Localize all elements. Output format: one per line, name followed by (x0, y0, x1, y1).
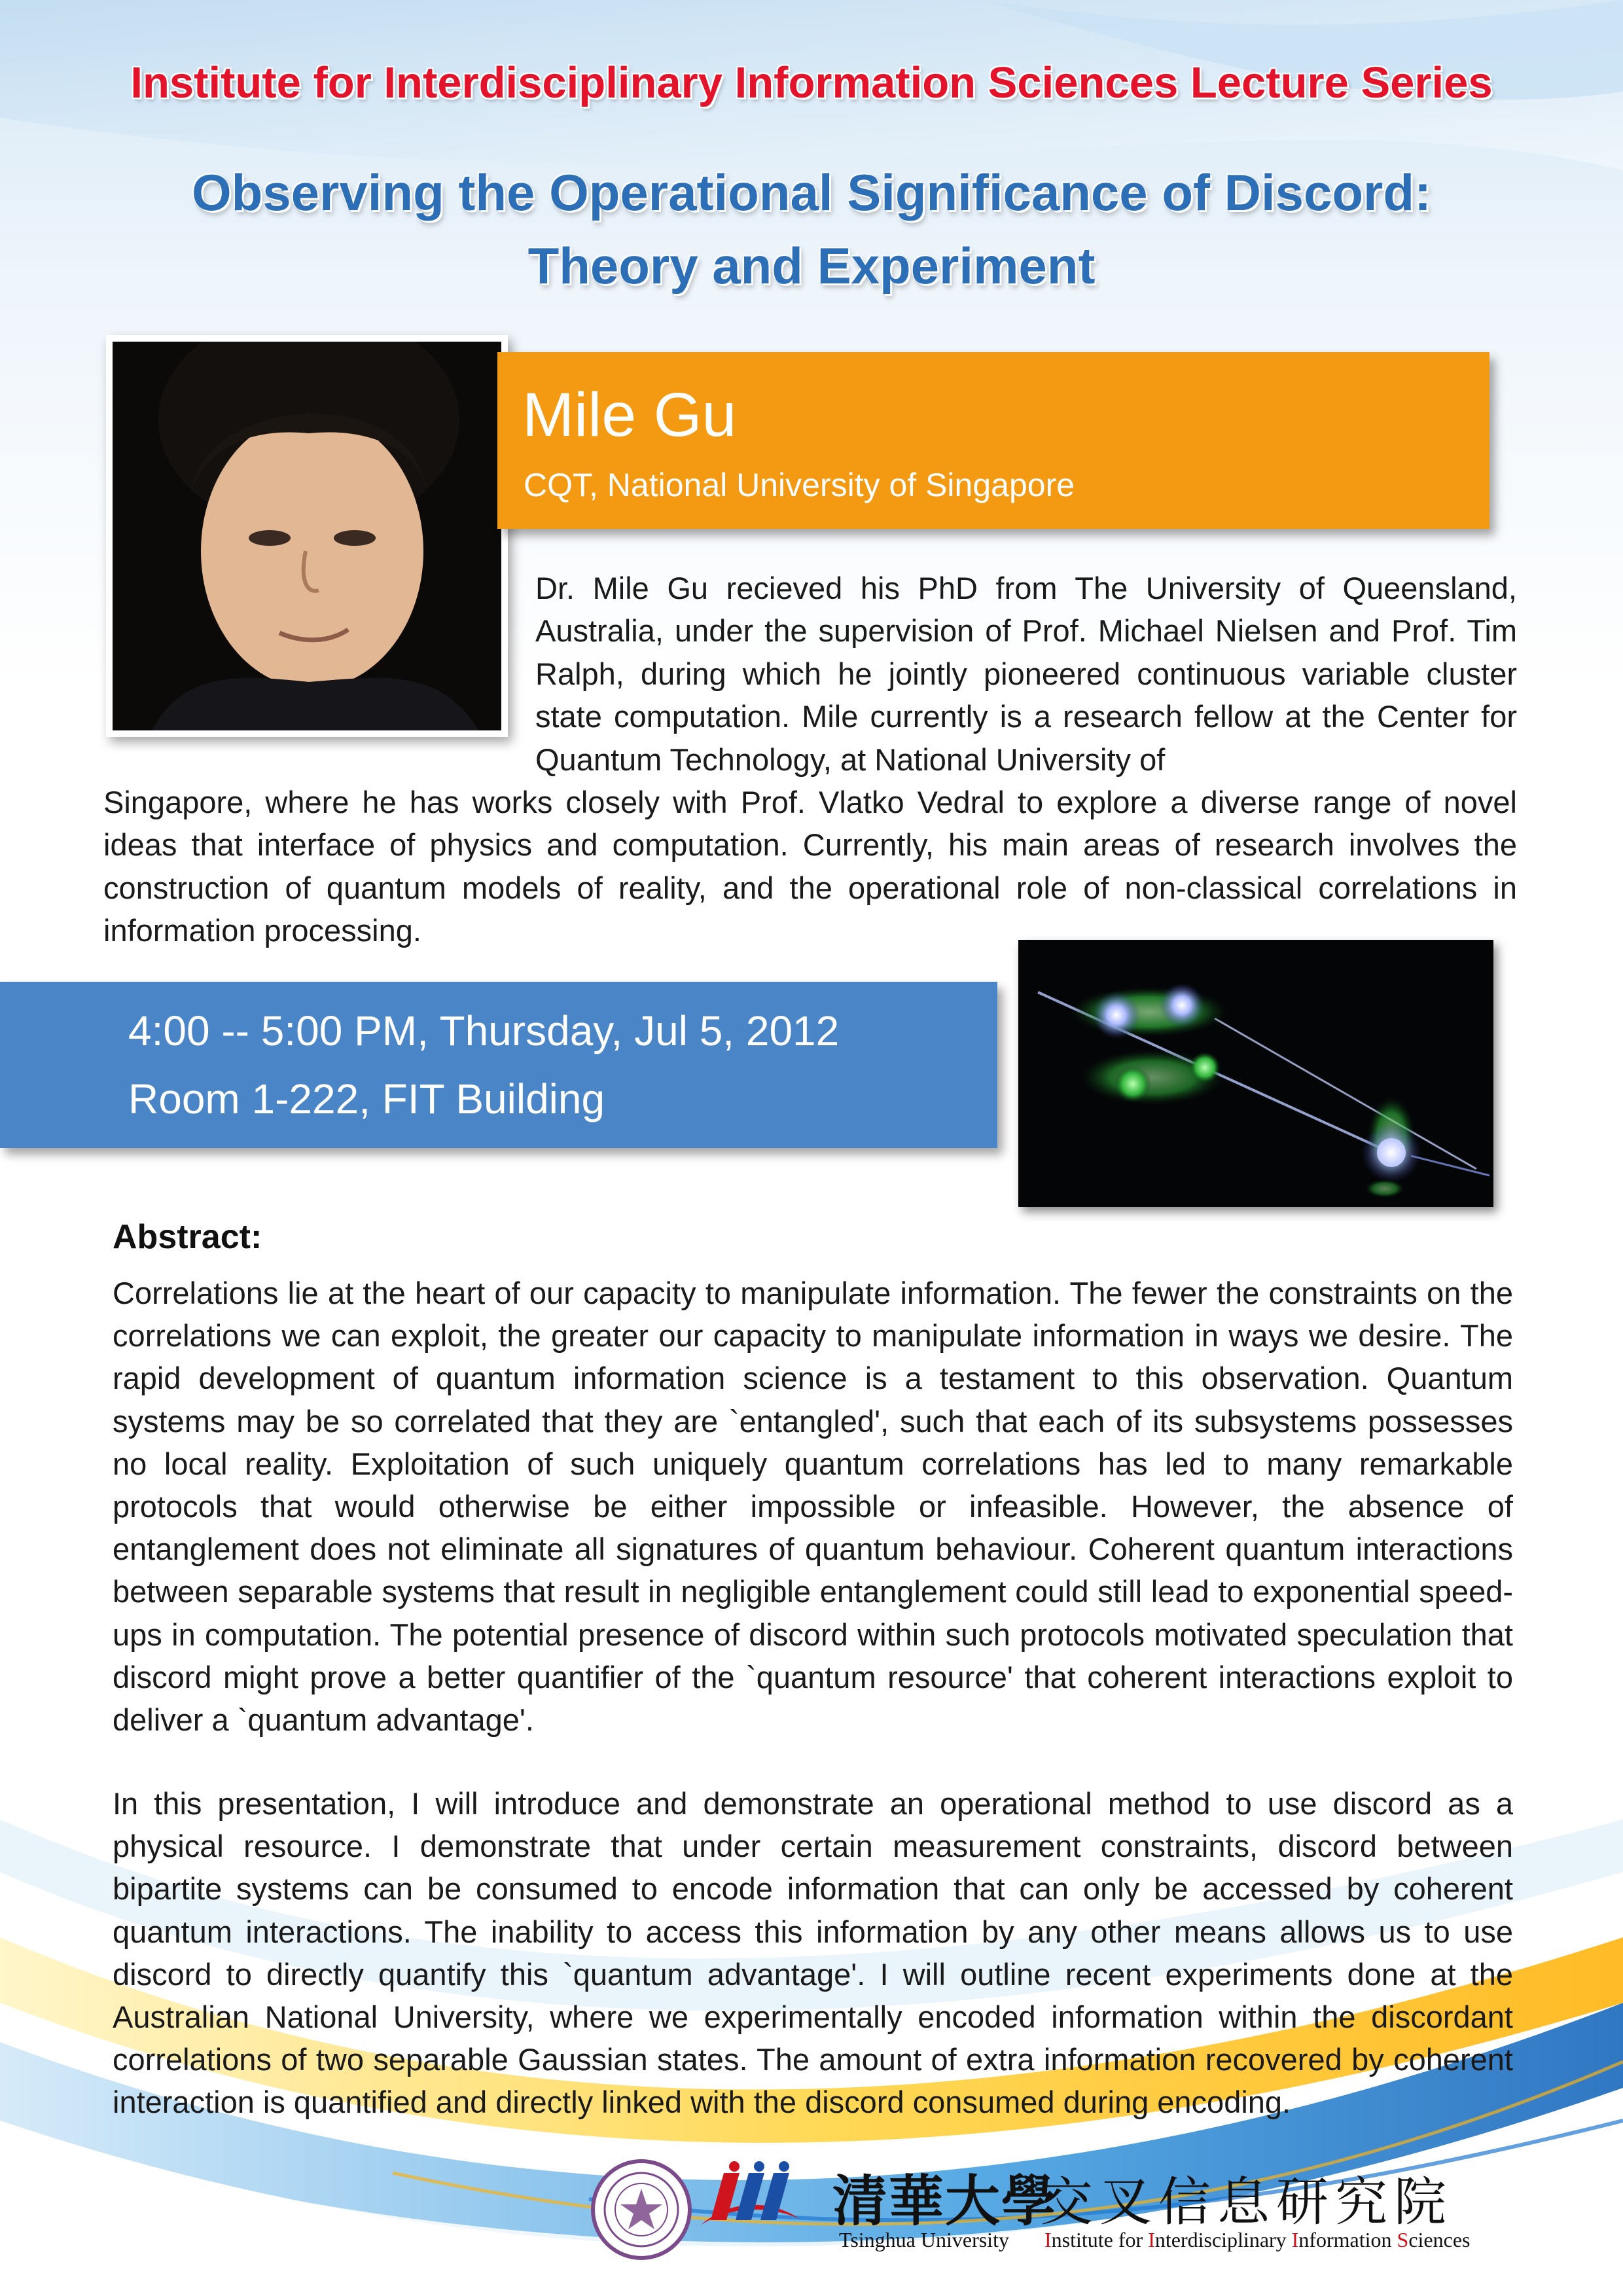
tsinghua-chinese-name: 清華大學 (832, 2168, 1058, 2233)
quantum-illustration (1018, 940, 1493, 1207)
institute-initial-s: S (1397, 2228, 1409, 2251)
speaker-affiliation: CQT, National University of Singapore (524, 467, 1075, 503)
institute-word-2: nterdisciplinary (1154, 2228, 1292, 2251)
speaker-portrait-illustration (113, 342, 501, 730)
talk-title (0, 156, 1623, 302)
institute-initial-i2: I (1148, 2228, 1155, 2251)
event-room: Room 1-222, FIT Building (128, 1075, 605, 1122)
speaker-bio-part-2: Singapore, where he has works closely with Prof. Vlatko Vedral to explore a diverse range of novel ideas that interface of physics and computation. Currently, his main areas of research involves the construction of quantum models of reality, and the operational role of non-classical correlations in information processing. (103, 785, 1517, 948)
iiis-logo-icon (698, 2160, 802, 2238)
speaker-name: Mile Gu (522, 380, 737, 450)
institute-word-4: ciences (1408, 2228, 1471, 2251)
talk-title-line-2: Theory and Experiment (527, 237, 1096, 295)
institute-english-name (1044, 2228, 1470, 2252)
institute-initial-i1: I (1044, 2228, 1052, 2251)
tsinghua-seal-icon (590, 2159, 692, 2261)
abstract-paragraph-1: Correlations lie at the heart of our capacity to manipulate information. The fewer the constraints on the correlations we can exploit, the greater our capacity to manipulate information in ways we desire. The rapid development of quantum information science is a testament to this observation. Quantum systems may be so correlated that they are `entangled', such that each of its subsystems possesses no local reality. Exploitation of such uniquely quantum correlations has led to many remarkable protocols that would otherwise be either impossible or infeasible. However, the absence of entanglement does not eliminate all signatures of quantum behaviour. Coherent quantum interactions between separable systems that result in negligible entanglement could still lead to exponential speed-ups in computation. The potential presence of discord within such protocols motivated speculation that discord might prove a better quantifier of the `quantum resource' that coherent interactions exploit to deliver a `quantum advantage'. (113, 1276, 1513, 1738)
event-time: 4:00 -- 5:00 PM, Thursday, Jul 5, 2012 (128, 1007, 840, 1054)
institute-word-1: nstitute for (1051, 2228, 1149, 2251)
institute-chinese-name: 交叉信息研究院 (1041, 2172, 1453, 2233)
entangled-particles-illustration (1018, 940, 1493, 1207)
abstract-paragraph-2: In this presentation, I will introduce and demonstrate an operational method to use discord as a physical resource. I demonstrate that under certain measurement constraints, discord between bipartite systems can be consumed to encode information that can only be accessed by coherent quantum interactions. The inability to access this information by any other means allows us to use discord to directly quantify this `quantum advantage'. I will outline recent experiments done at the Australian National University, where we experimentally encoded information within the discordant correlations of two separable Gaussian states. The amount of extra information recovered by coherent interaction is quantified and directly linked with the discord consumed during encoding. (113, 1786, 1513, 2120)
tsinghua-english-name: Tsinghua University (839, 2228, 1009, 2251)
abstract-heading: Abstract: (113, 1218, 262, 1256)
lecture-series-title: Institute for Interdisciplinary Information Sciences Lecture Series (130, 58, 1493, 107)
talk-title-line-1: Observing the Operational Significance of Discord: (191, 164, 1431, 221)
speaker-bio-part-1: Dr. Mile Gu recieved his PhD from The University of Queensland, Australia, under the supervision of Prof. Michael Nielsen and Prof. Tim Ralph, during which he jointly pioneered continuous variable cluster state computation. Mile currently is a research fellow at the Center for Quantum Technology, at National University of (535, 571, 1517, 777)
institute-word-3: nformation (1298, 2228, 1397, 2251)
institute-initial-i3: I (1291, 2228, 1299, 2251)
speaker-photo (106, 335, 508, 737)
